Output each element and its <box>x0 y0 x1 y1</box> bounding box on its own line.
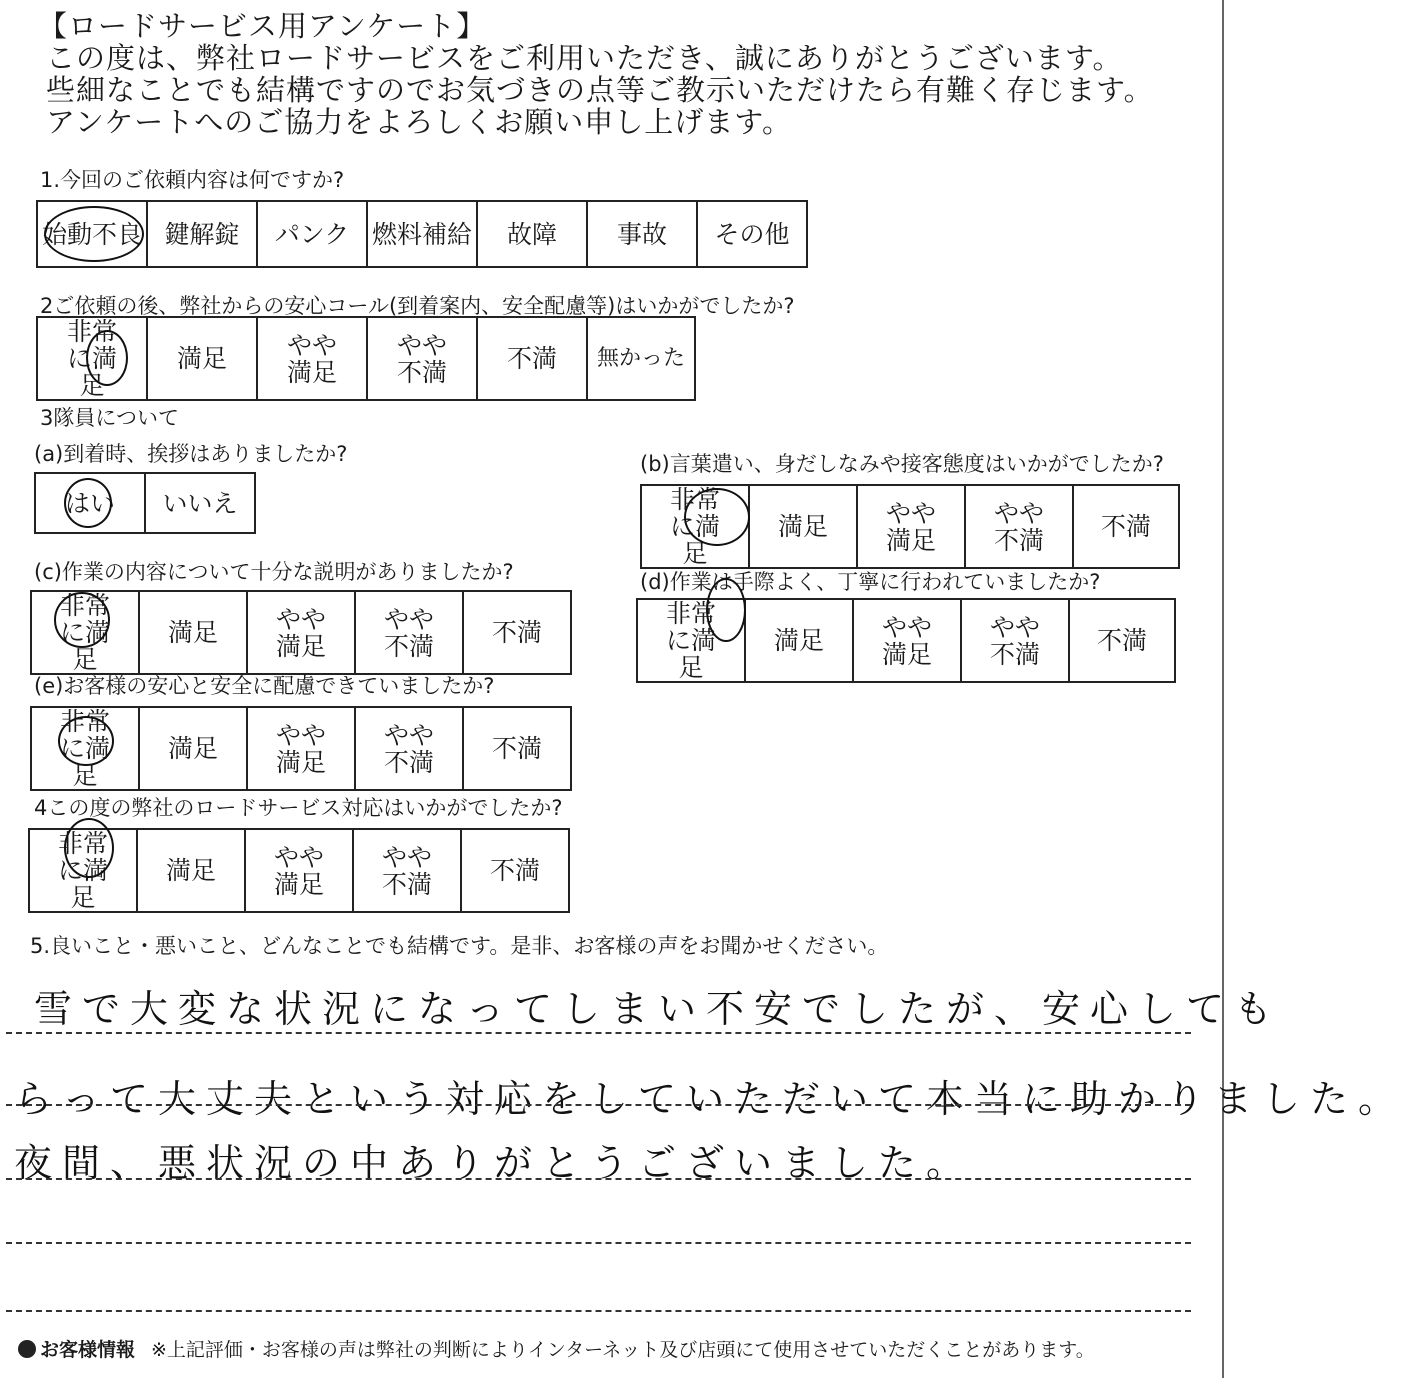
q3b-option-satisfied[interactable]: 満足 <box>749 485 857 568</box>
q1-option-key-unlock[interactable]: 鍵解錠 <box>147 201 257 267</box>
q3d-option-dissatisfied[interactable]: 不満 <box>1069 599 1175 682</box>
q3b-option-dissatisfied[interactable]: 不満 <box>1073 485 1179 568</box>
bullet-icon <box>18 1340 36 1358</box>
q1-option-accident[interactable]: 事故 <box>587 201 697 267</box>
q3c-label: (c)作業の内容について十分な説明がありましたか? <box>34 560 514 584</box>
answer-dashed-line-5 <box>6 1310 1191 1312</box>
q3c-option-satisfied[interactable]: 満足 <box>139 591 247 674</box>
usage-notice: ※上記評価・お客様の声は弊社の判断によりインターネット及び店頭にて使用させていただくことがあります。 <box>151 1339 1095 1361</box>
answer-dashed-line-3 <box>6 1178 1191 1180</box>
q3a-label: (a)到着時、挨拶はありましたか? <box>34 442 348 466</box>
q1-option-breakdown[interactable]: 故障 <box>477 201 587 267</box>
q3b-label: (b)言葉遣い、身だしなみや接客態度はいかがでしたか? <box>640 452 1164 476</box>
q1-label: 1.今回のご依頼内容は何ですか? <box>40 168 345 192</box>
q3c-option-somewhat-dissatisfied[interactable]: やや不満 <box>355 591 463 674</box>
q3b-option-very-satisfied[interactable]: 非常に満足 <box>641 485 749 568</box>
q4-option-somewhat-dissatisfied[interactable]: やや不満 <box>353 829 461 912</box>
q4-option-very-satisfied[interactable]: 非常に満足 <box>29 829 137 912</box>
handwritten-line-2: らって大丈夫という対応をしていただいて本当に助かりました。 <box>14 1077 1406 1121</box>
q4-label: 4この度の弊社のロードサービス対応はいかがでしたか? <box>34 796 563 820</box>
q3b-option-somewhat-dissatisfied[interactable]: やや不満 <box>965 485 1073 568</box>
q1-option-puncture[interactable]: パンク <box>257 201 367 267</box>
q3e-option-satisfied[interactable]: 満足 <box>139 707 247 790</box>
page-edge-line <box>1222 0 1224 1378</box>
q3c-option-very-satisfied[interactable]: 非常に満足 <box>31 591 139 674</box>
q2-option-somewhat-satisfied[interactable]: やや満足 <box>257 317 367 400</box>
survey-title: 【ロードサービス用アンケート】 <box>38 9 487 43</box>
q5-label: 5.良いこと・悪いこと、どんなことでも結構です。是非、お客様の声をお聞かせください。 <box>30 934 889 958</box>
intro-line-1: この度は、弊社ロードサービスをご利用いただき、誠にありがとうございます。 <box>46 41 1123 75</box>
q3e-option-somewhat-dissatisfied[interactable]: やや不満 <box>355 707 463 790</box>
q3-label: 3隊員について <box>40 406 179 430</box>
q3d-options <box>636 598 1176 683</box>
q3d-option-somewhat-satisfied[interactable]: やや満足 <box>853 599 961 682</box>
q2-option-satisfied[interactable]: 満足 <box>147 317 257 400</box>
q3d-label: (d)作業は手際よく、丁寧に行われていましたか? <box>640 570 1101 594</box>
q3a-option-no[interactable]: いいえ <box>145 473 255 533</box>
answer-dashed-line-4 <box>6 1242 1191 1244</box>
q2-option-somewhat-dissatisfied[interactable]: やや不満 <box>367 317 477 400</box>
q3e-options <box>30 706 572 791</box>
q3e-option-dissatisfied[interactable]: 不満 <box>463 707 571 790</box>
q4-option-somewhat-satisfied[interactable]: やや満足 <box>245 829 353 912</box>
q3d-option-satisfied[interactable]: 満足 <box>745 599 853 682</box>
q2-option-very-satisfied[interactable]: 非常に満足 <box>37 317 147 400</box>
q3e-option-somewhat-satisfied[interactable]: やや満足 <box>247 707 355 790</box>
q3c-option-somewhat-satisfied[interactable]: やや満足 <box>247 591 355 674</box>
handwritten-line-1: 雪で大変な状況になってしまい不安でしたが、安心しても <box>34 987 1283 1031</box>
q4-option-dissatisfied[interactable]: 不満 <box>461 829 569 912</box>
customer-info-footer <box>18 1335 1095 1362</box>
q2-options <box>36 316 696 401</box>
q3d-option-somewhat-dissatisfied[interactable]: やや不満 <box>961 599 1069 682</box>
handwritten-line-3: 夜間、悪状況の中ありがとうございました。 <box>14 1141 975 1185</box>
q3b-option-somewhat-satisfied[interactable]: やや満足 <box>857 485 965 568</box>
intro-line-3: アンケートへのご協力をよろしくお願い申し上げます。 <box>46 105 792 139</box>
survey-intro <box>38 9 1154 139</box>
q2-option-none[interactable]: 無かった <box>587 317 695 400</box>
q4-options <box>28 828 570 913</box>
q4-option-satisfied[interactable]: 満足 <box>137 829 245 912</box>
q3b-options <box>640 484 1180 569</box>
q3a-option-yes[interactable]: はい <box>35 473 145 533</box>
q1-options <box>36 200 808 268</box>
customer-info-heading: お客様情報 <box>40 1339 136 1361</box>
q3c-option-dissatisfied[interactable]: 不満 <box>463 591 571 674</box>
q3e-option-very-satisfied[interactable]: 非常に満足 <box>31 707 139 790</box>
answer-dashed-line-2 <box>6 1104 1191 1106</box>
intro-line-2: 些細なことでも結構ですのでお気づきの点等ご教示いただけたら有難く存じます。 <box>46 73 1154 107</box>
q3d-option-very-satisfied[interactable]: 非常に満足 <box>637 599 745 682</box>
q1-option-fuel[interactable]: 燃料補給 <box>367 201 477 267</box>
q2-label: 2ご依頼の後、弊社からの安心コール(到着案内、安全配慮等)はいかがでしたか? <box>40 294 795 318</box>
q3c-options <box>30 590 572 675</box>
q3a-options <box>34 472 256 534</box>
q2-option-dissatisfied[interactable]: 不満 <box>477 317 587 400</box>
q3e-label: (e)お客様の安心と安全に配慮できていましたか? <box>34 674 495 698</box>
q1-option-start-failure[interactable]: 始動不良 <box>37 201 147 267</box>
q1-option-other[interactable]: その他 <box>697 201 807 267</box>
answer-dashed-line-1 <box>6 1032 1191 1034</box>
